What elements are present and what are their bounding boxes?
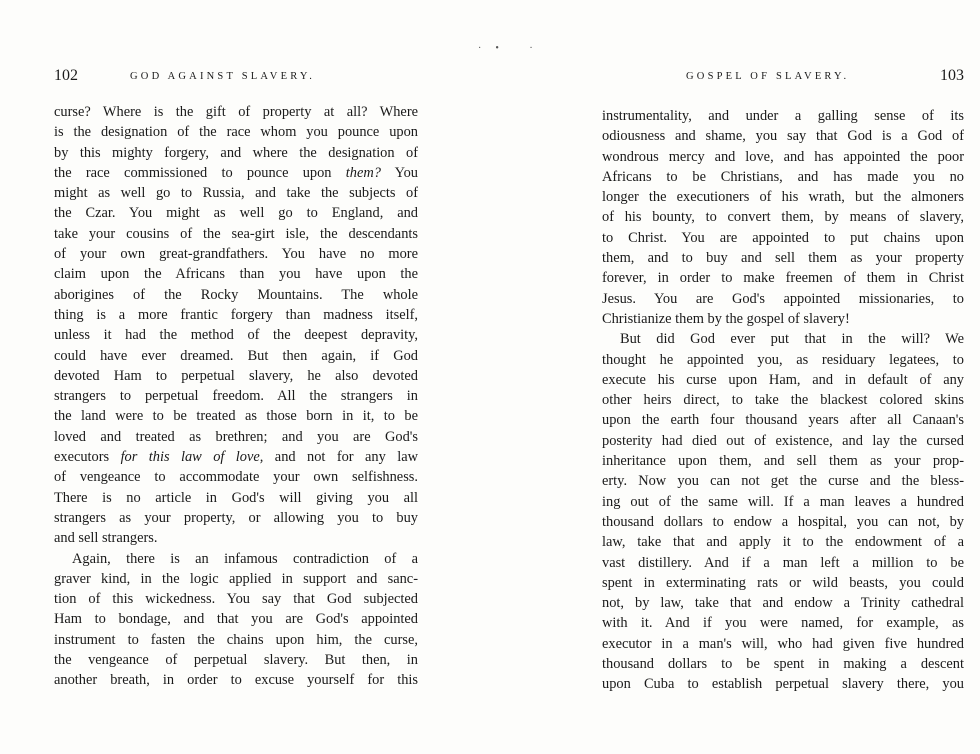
text-line: claim upon the Africans than you have upon the	[54, 266, 418, 283]
right-text-block	[602, 106, 964, 695]
text-line: and sell strangers.	[54, 530, 158, 547]
text-line: thing is a more frantic forgery than madness itself,	[54, 306, 418, 323]
gutter-mark: ·• ·	[478, 43, 547, 54]
text-line: could have ever dreamed. But then again, if God	[54, 347, 418, 364]
text-line: executors for this law of love, and not for any law	[54, 449, 418, 466]
left-running-title: GOD AGAINST SLAVERY.	[130, 71, 316, 82]
right-page-number: 103	[940, 67, 964, 84]
text-line: Jesus. You are God's appointed missionaries, to	[602, 290, 964, 307]
text-line: of his bounty, to convert them, by means of slavery,	[602, 209, 964, 226]
text-line: unless it had the method of the deepest depravity,	[54, 327, 418, 344]
text-line: ing out of the same will. If a man leaves a hundred	[602, 493, 964, 510]
text-line: executor in a man's will, who had given five hundred	[602, 635, 964, 652]
left-page	[0, 0, 470, 754]
text-line: posterity had died out of existence, and lay the cursed	[602, 432, 964, 449]
right-running-head	[686, 66, 966, 86]
text-line: wondrous mercy and love, and has appointed the poor	[602, 148, 964, 165]
right-page	[530, 0, 980, 754]
text-line: Again, there is an infamous contradiction of a	[72, 550, 418, 567]
text-line: not, by law, take that and endow a Trinity cathedral	[602, 595, 964, 612]
text-line: strangers to perpetual freedom. All the strangers in	[54, 388, 418, 405]
text-line: inheritance upon them, and sell them as your prop-	[602, 453, 964, 470]
text-line: instrument to fasten the chains upon him, the curse,	[54, 631, 418, 648]
text-line: upon Cuba to establish perpetual slavery there, you	[602, 676, 964, 693]
text-line: the race commissioned to pounce upon them? You	[54, 164, 418, 181]
text-line: loved and treated as brethren; and you are God's	[54, 428, 418, 445]
text-line: the vengeance of perpetual slavery. But then, in	[54, 652, 418, 669]
text-line: devoted Ham to perpetual slavery, he also devoted	[54, 367, 418, 384]
text-line: is the designation of the race whom you pounce upon	[54, 124, 418, 141]
text-line: thousand dollars to endow a hospital, you can not, by	[602, 513, 964, 530]
right-running-title: GOSPEL OF SLAVERY.	[686, 71, 850, 82]
text-line: instrumentality, and under a galling sense of its	[602, 108, 964, 124]
text-line: Christianize them by the gospel of slavery!	[602, 310, 850, 327]
text-line: of vengeance to accommodate your own selfishness.	[54, 469, 418, 486]
text-line: tion of this wickedness. You say that God subjected	[54, 591, 418, 608]
left-running-head	[54, 66, 434, 86]
text-line: another breath, in order to excuse yourself for this	[54, 672, 418, 689]
text-line: law, take that and apply it to the endowment of a	[602, 534, 964, 551]
text-line: to Christ. You are appointed to put chains upon	[602, 229, 964, 246]
text-line: There is no article in God's will giving you all	[54, 489, 418, 506]
text-line: take your cousins of the sea-girt isle, the descendants	[54, 225, 418, 242]
text-line: of your own great-grandfathers. You have no more	[54, 246, 418, 263]
text-line: Ham to bondage, and that you are God's appointed	[54, 611, 418, 628]
text-line: curse? Where is the gift of property at all? Where	[54, 104, 418, 120]
text-line: upon the earth four thousand years after all Canaan's	[602, 412, 964, 429]
text-line: erty. Now you can not get the curse and the bless-	[602, 473, 964, 490]
text-line: graver kind, in the logic applied in support and sanc-	[54, 570, 418, 587]
text-line: strangers as your property, or allowing you to buy	[54, 509, 418, 526]
text-line: the land were to be treated as those born in it, to be	[54, 408, 418, 425]
text-line: the Czar. You might as well go to England, and	[54, 205, 418, 222]
left-text-block	[54, 102, 418, 691]
text-line: odiousness and shame, you say that God is a God of	[602, 128, 964, 145]
text-line: thought he appointed you, as residuary legatees, to	[602, 351, 964, 368]
text-line: other heirs direct, to take the blackest colored skins	[602, 392, 964, 409]
text-line: vast distillery. And if a man left a million to be	[602, 554, 964, 571]
text-line: longer the executioners of his wrath, but the almoners	[602, 189, 964, 206]
text-line: spent in exterminating rats or wild beasts, you could	[602, 574, 964, 591]
left-page-number: 102	[54, 67, 78, 84]
text-line: by this mighty forgery, and where the designation of	[54, 144, 418, 161]
text-line: them, and to buy and sell them as your property	[602, 250, 964, 267]
text-line: Africans to be Christians, and has made you no	[602, 168, 964, 185]
text-line: execute his curse upon Ham, and in default of any	[602, 371, 964, 388]
text-line: forever, in order to make freemen of them in Christ	[602, 270, 964, 287]
text-line: might as well go to Russia, and take the subjects of	[54, 185, 418, 202]
text-line: thousand dollars to be spent in making a descent	[602, 656, 964, 673]
text-line: with it. And if you were named, for example, as	[602, 615, 964, 632]
text-line: But did God ever put that in the will? We	[620, 331, 964, 348]
text-line: aborigines of the Rocky Mountains. The whole	[54, 286, 418, 303]
